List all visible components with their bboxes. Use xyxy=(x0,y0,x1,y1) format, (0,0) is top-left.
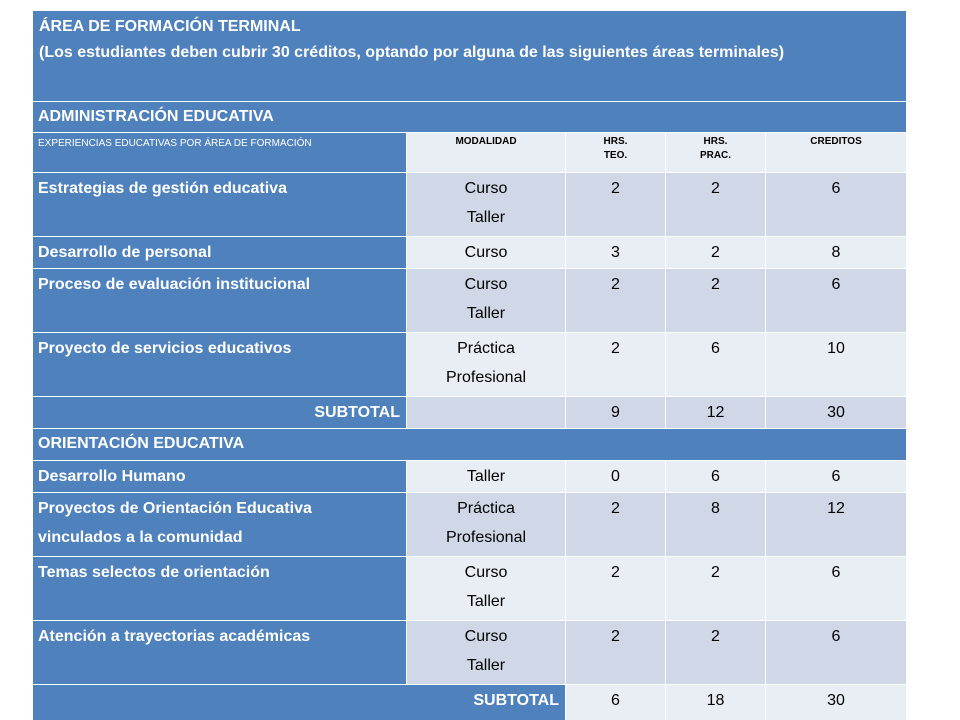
hours-prac: 2 xyxy=(666,621,765,684)
column-header-name: EXPERIENCIAS EDUCATIVAS POR ÁREA DE FORMACIÓN xyxy=(33,133,406,172)
modality-line: Curso xyxy=(464,564,508,581)
column-header-teo xyxy=(566,133,665,172)
course-modality xyxy=(407,461,565,492)
modality-line: Taller xyxy=(466,305,506,322)
table-row xyxy=(33,621,906,684)
column-header-prac-line2: PRAC. xyxy=(699,150,732,161)
table-row xyxy=(33,237,906,268)
credits: 10 xyxy=(766,333,906,396)
table-row xyxy=(33,557,906,620)
table-header xyxy=(33,11,906,101)
column-header-prac xyxy=(666,133,765,172)
table-title: ÁREA DE FORMACIÓN TERMINAL xyxy=(39,18,301,35)
section-title-text: ORIENTACIÓN EDUCATIVA xyxy=(38,435,245,452)
modality-line: Práctica xyxy=(457,500,515,517)
modality-line: Taller xyxy=(466,657,506,674)
subtotal-row xyxy=(33,685,906,720)
hours-prac: 2 xyxy=(666,237,765,268)
course-modality xyxy=(407,493,565,556)
column-header-modality: MODALIDAD xyxy=(407,133,565,172)
course-modality xyxy=(407,333,565,396)
course-name: Desarrollo de personal xyxy=(33,237,406,268)
hours-teo: 2 xyxy=(566,557,665,620)
section-title-text: ADMINISTRACIÓN EDUCATIVA xyxy=(38,108,274,125)
table-row xyxy=(33,333,906,396)
credits: 6 xyxy=(766,461,906,492)
table-row xyxy=(33,461,906,492)
hours-teo: 2 xyxy=(566,173,665,236)
credits: 12 xyxy=(766,493,906,556)
modality-line: Curso xyxy=(464,180,508,197)
modality-line: Profesional xyxy=(445,529,527,546)
table-row xyxy=(33,493,906,556)
modality-line: Práctica xyxy=(457,340,515,357)
table-row xyxy=(33,269,906,332)
modality-line: Curso xyxy=(464,244,508,261)
subtotal-row xyxy=(33,397,906,428)
course-name: Temas selectos de orientación xyxy=(33,557,406,620)
course-name: Estrategias de gestión educativa xyxy=(33,173,406,236)
hours-prac: 6 xyxy=(666,333,765,396)
hours-prac: 6 xyxy=(666,461,765,492)
course-name xyxy=(33,493,406,556)
section-title-administracion xyxy=(33,102,906,132)
hours-teo: 2 xyxy=(566,621,665,684)
hours-prac: 2 xyxy=(666,173,765,236)
column-header-prac-line1: HRS. xyxy=(703,136,728,147)
table-row xyxy=(33,173,906,236)
hours-teo: 2 xyxy=(566,269,665,332)
column-header-credits: CREDITOS xyxy=(766,133,906,172)
credits: 8 xyxy=(766,237,906,268)
course-name: Proceso de evaluación institucional xyxy=(33,269,406,332)
credits: 6 xyxy=(766,557,906,620)
subtotal-prac: 18 xyxy=(666,685,765,720)
subtotal-prac: 12 xyxy=(666,397,765,428)
subtotal-credits: 30 xyxy=(766,685,906,720)
modality-line: Curso xyxy=(464,628,508,645)
column-header-row xyxy=(33,133,906,172)
section-title-orientacion xyxy=(33,429,906,460)
subtotal-teo: 6 xyxy=(566,685,665,720)
hours-teo: 2 xyxy=(566,493,665,556)
modality-line: Taller xyxy=(466,593,506,610)
modality-line: Curso xyxy=(464,276,508,293)
credits: 6 xyxy=(766,269,906,332)
course-name: Proyecto de servicios educativos xyxy=(33,333,406,396)
course-modality xyxy=(407,557,565,620)
course-name: Atención a trayectorias académicas xyxy=(33,621,406,684)
subtotal-credits: 30 xyxy=(766,397,906,428)
hours-teo: 0 xyxy=(566,461,665,492)
course-name-line: vinculados a la comunidad xyxy=(38,529,243,546)
modality-line: Taller xyxy=(466,209,506,226)
hours-prac: 8 xyxy=(666,493,765,556)
course-modality xyxy=(407,621,565,684)
credits: 6 xyxy=(766,173,906,236)
course-name-line: Proyectos de Orientación Educativa xyxy=(38,500,312,517)
modality-line: Taller xyxy=(466,468,506,485)
column-header-teo-line1: HRS. xyxy=(603,136,628,147)
column-header-teo-line2: TEO. xyxy=(603,150,628,161)
table-subtitle: (Los estudiantes deben cubrir 30 créditos, optando por alguna de las siguientes áreas terminales) xyxy=(39,44,785,61)
subtotal-label: SUBTOTAL xyxy=(33,685,565,720)
subtotal-teo: 9 xyxy=(566,397,665,428)
course-modality xyxy=(407,237,565,268)
modality-line: Profesional xyxy=(445,369,527,386)
credits: 6 xyxy=(766,621,906,684)
subtotal-empty-cell xyxy=(407,397,565,428)
course-modality xyxy=(407,173,565,236)
course-modality xyxy=(407,269,565,332)
subtotal-label: SUBTOTAL xyxy=(33,397,406,428)
course-name: Desarrollo Humano xyxy=(33,461,406,492)
hours-prac: 2 xyxy=(666,269,765,332)
hours-teo: 3 xyxy=(566,237,665,268)
hours-prac: 2 xyxy=(666,557,765,620)
hours-teo: 2 xyxy=(566,333,665,396)
curriculum-table xyxy=(33,11,906,720)
